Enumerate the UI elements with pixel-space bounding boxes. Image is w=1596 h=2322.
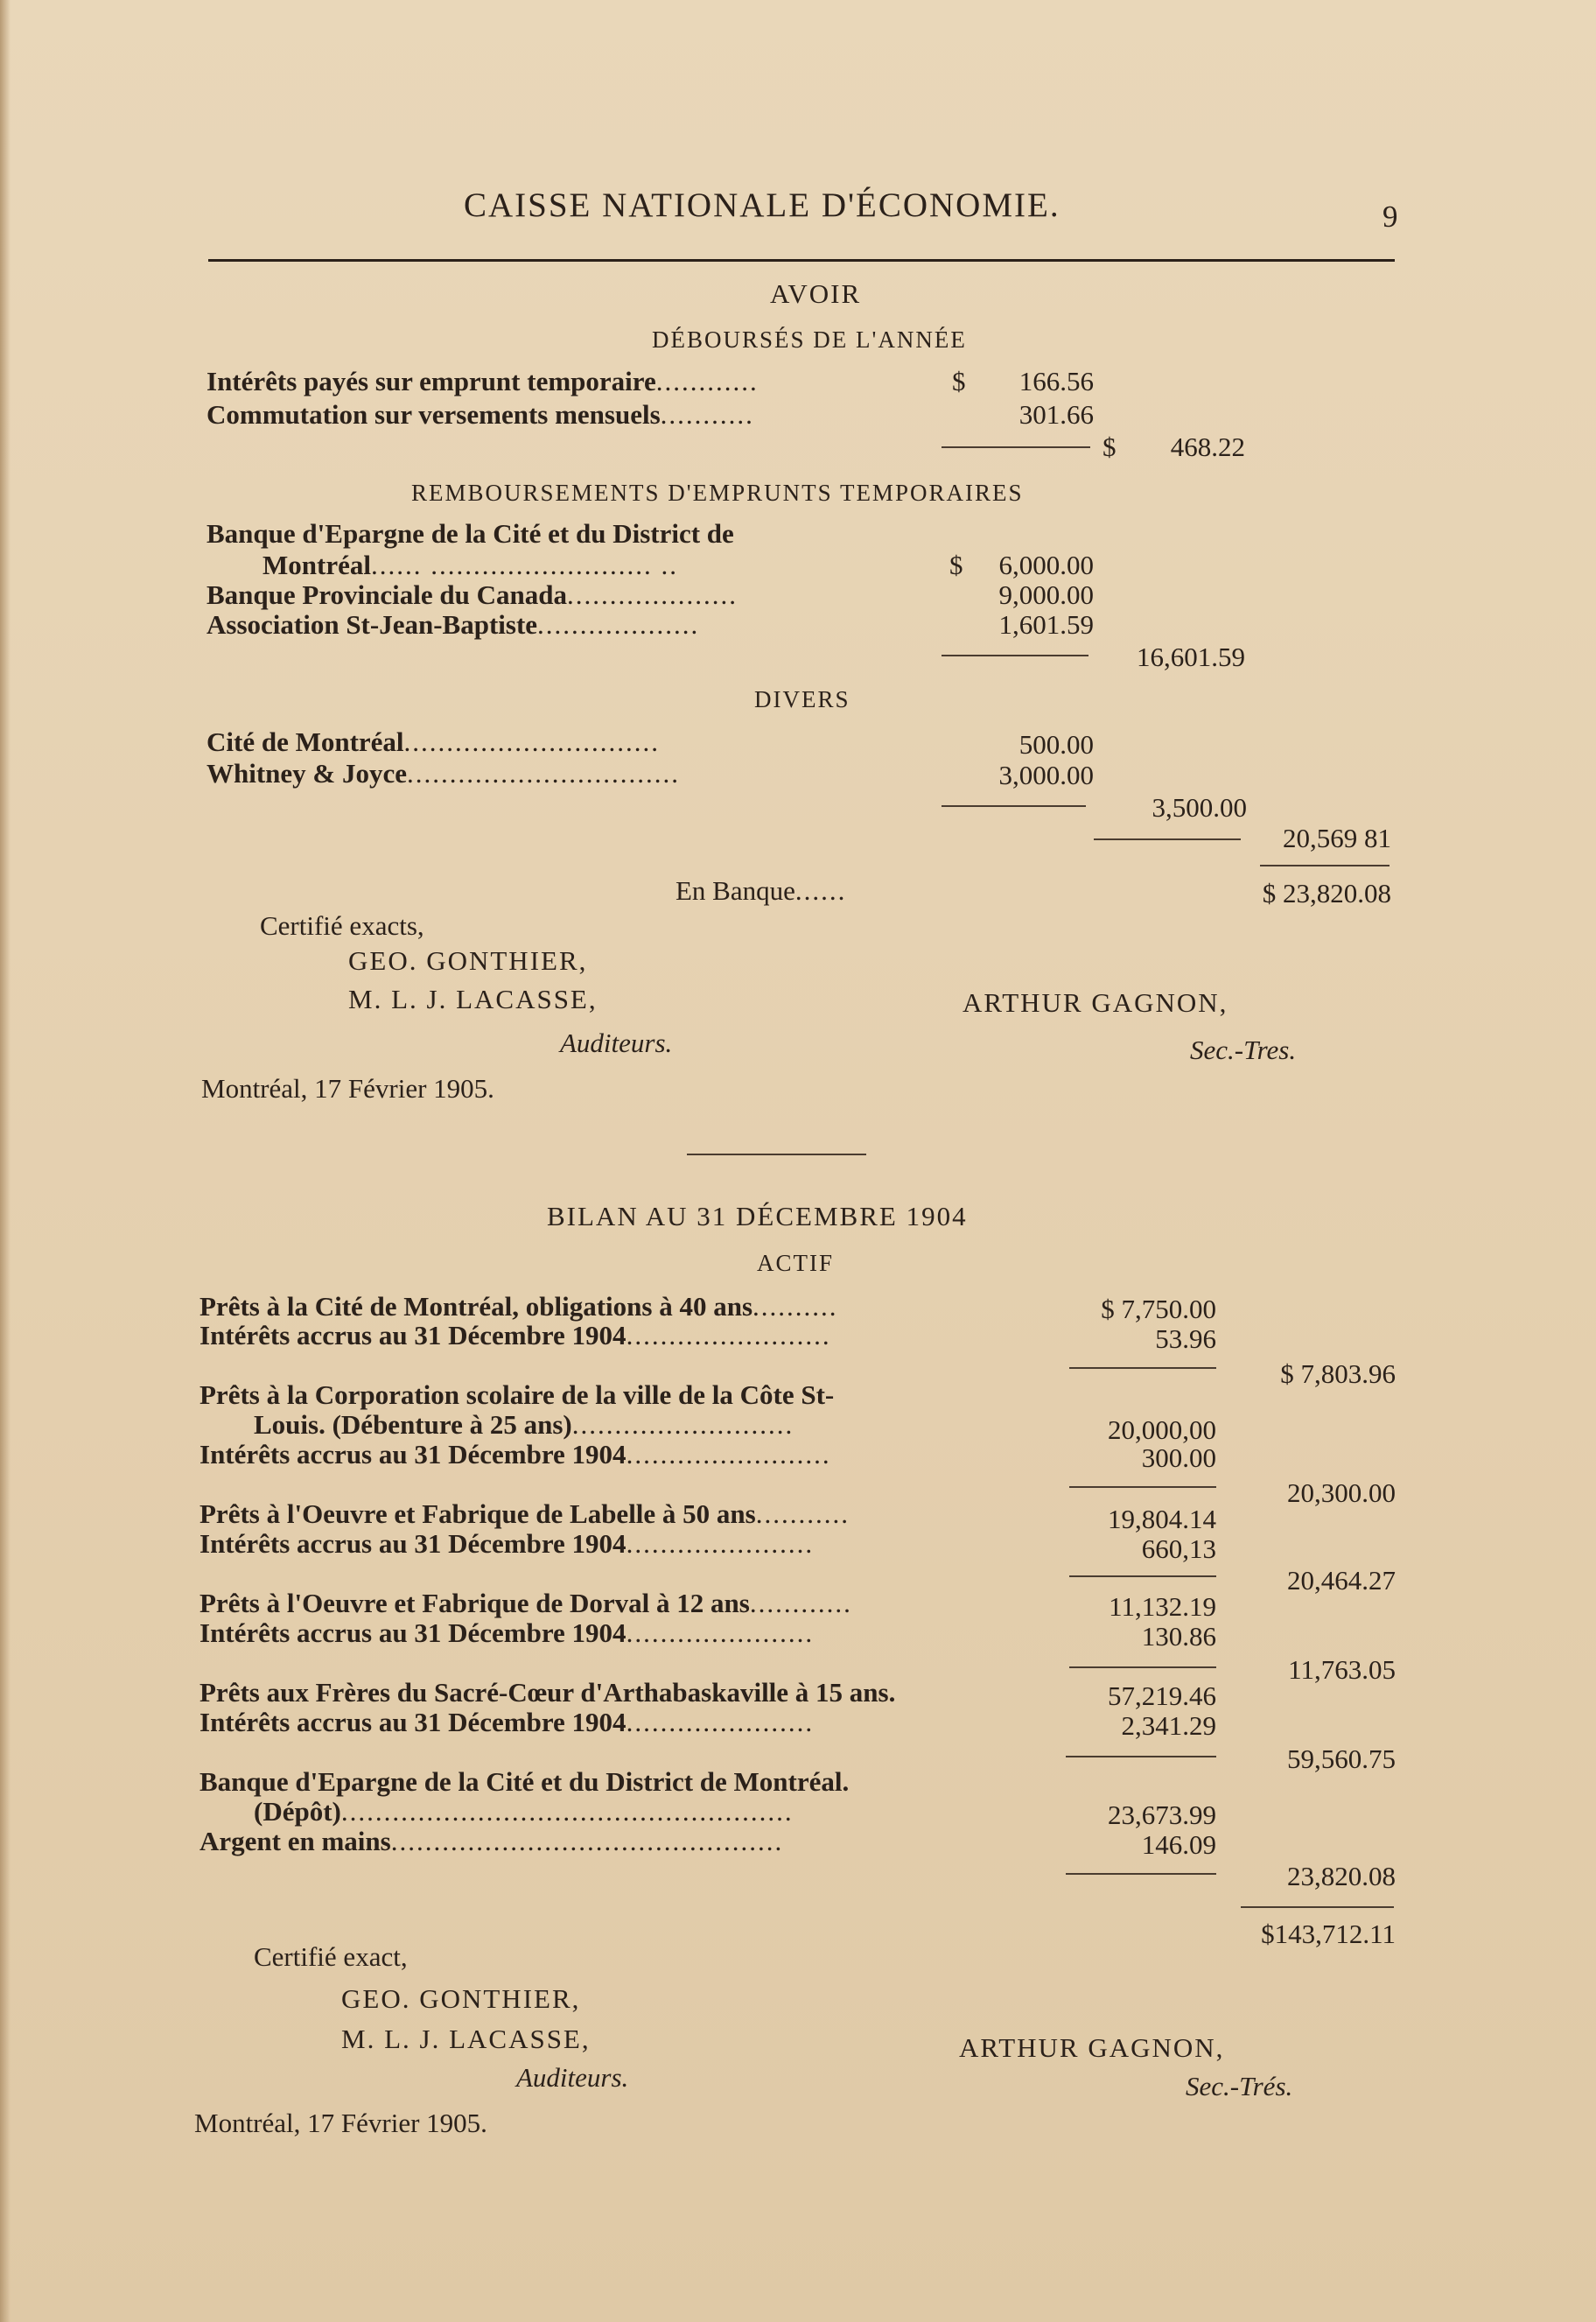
auditor-name: GEO. GONTHIER, bbox=[348, 945, 588, 976]
auditors-title: Auditeurs. bbox=[560, 1028, 673, 1058]
running-header: CAISSE NATIONALE D'ÉCONOMIE. bbox=[464, 186, 1060, 224]
amount: 166.56 bbox=[1018, 366, 1094, 396]
secretary-name: ARTHUR GAGNON, bbox=[959, 2032, 1225, 2063]
amount: 9,000.00 bbox=[998, 579, 1094, 610]
total-rule bbox=[1260, 865, 1390, 866]
amount: $ 7,750.00 bbox=[1101, 1294, 1216, 1324]
table-row: Intérêts accrus au 31 Décembre 1904........................ bbox=[200, 1439, 831, 1470]
group-total: 20,300.00 bbox=[1287, 1477, 1396, 1508]
table-row: Louis. (Débenture à 25 ans).......................... bbox=[254, 1409, 794, 1440]
list-item-line1: Banque d'Epargne de la Cité et du District de bbox=[206, 518, 734, 549]
amount: 300.00 bbox=[1141, 1442, 1216, 1473]
section-divider bbox=[687, 1154, 866, 1155]
page-number: 9 bbox=[1382, 200, 1398, 234]
table-row: Prêts aux Frères du Sacré-Cœur d'Arthabaskaville à 15 ans. bbox=[200, 1677, 896, 1708]
amount: 500.00 bbox=[1018, 729, 1094, 760]
avoir-title: AVOIR bbox=[770, 278, 862, 309]
amount: 146.09 bbox=[1141, 1829, 1216, 1860]
place-date: Montréal, 17 Février 1905. bbox=[194, 2108, 487, 2138]
divers-heading: DIVERS bbox=[754, 686, 850, 712]
list-item: Montréal...... .......................... .. bbox=[262, 550, 678, 580]
auditors-title: Auditeurs. bbox=[516, 2062, 629, 2093]
amount: 53.96 bbox=[1155, 1323, 1216, 1354]
amount: 1,601.59 bbox=[998, 609, 1094, 640]
sum-rule bbox=[942, 655, 1088, 656]
sum-rule bbox=[1069, 1575, 1216, 1577]
currency-sign: $ bbox=[1102, 431, 1116, 462]
header-rule bbox=[208, 259, 1395, 262]
table-row: Argent en mains.............................................. bbox=[200, 1826, 784, 1856]
certified-text: Certifié exacts, bbox=[260, 910, 424, 941]
list-item: Association St-Jean-Baptiste................... bbox=[206, 609, 700, 640]
table-row: (Dépôt)..................................................... bbox=[254, 1796, 794, 1827]
secretary-name: ARTHUR GAGNON, bbox=[962, 987, 1228, 1018]
amount: 19,804.14 bbox=[1108, 1504, 1216, 1534]
list-item: Whitney & Joyce................................ bbox=[206, 758, 681, 789]
remboursements-heading: REMBOURSEMENTS D'EMPRUNTS TEMPORAIRES bbox=[411, 480, 1024, 506]
total-rule bbox=[1241, 1906, 1394, 1908]
amount: 3,000.00 bbox=[998, 760, 1094, 790]
auditor-name: M. L. J. LACASSE, bbox=[341, 2024, 591, 2054]
amount: 11,132.19 bbox=[1109, 1591, 1216, 1622]
auditor-name: GEO. GONTHIER, bbox=[341, 1983, 581, 2014]
sum-rule bbox=[1066, 1756, 1216, 1757]
place-date: Montréal, 17 Février 1905. bbox=[201, 1073, 494, 1104]
subtotal: 3,500.00 bbox=[1152, 792, 1247, 823]
amount: 2,341.29 bbox=[1121, 1710, 1216, 1741]
en-banque-amount: $ 23,820.08 bbox=[1262, 878, 1391, 908]
group-total: $ 7,803.96 bbox=[1280, 1358, 1396, 1389]
amount: 130.86 bbox=[1141, 1621, 1216, 1652]
secretary-title: Sec.-Trés. bbox=[1186, 2071, 1293, 2101]
list-item: Commutation sur versements mensuels........... bbox=[206, 399, 754, 430]
amount: 23,673.99 bbox=[1108, 1799, 1216, 1830]
list-item: Intérêts payés sur emprunt temporaire............ bbox=[206, 366, 759, 396]
deboursés-heading: DÉBOURSÉS DE L'ANNÉE bbox=[652, 326, 967, 353]
certified-text: Certifié exact, bbox=[254, 1941, 408, 1972]
total: 20,569 81 bbox=[1283, 823, 1391, 853]
table-row: Prêts à la Cité de Montréal, obligations à 40 ans.......... bbox=[200, 1291, 838, 1322]
auditor-name: M. L. J. LACASSE, bbox=[348, 984, 598, 1014]
group-total: 23,820.08 bbox=[1287, 1861, 1396, 1891]
amount: 660,13 bbox=[1141, 1533, 1216, 1564]
sum-rule bbox=[942, 446, 1090, 448]
amount: 57,219.46 bbox=[1108, 1680, 1216, 1711]
amount: 20,000,00 bbox=[1108, 1414, 1216, 1445]
sum-rule bbox=[942, 805, 1086, 807]
sum-rule bbox=[1069, 1666, 1216, 1668]
subtotal: 16,601.59 bbox=[1137, 642, 1245, 672]
secretary-title: Sec.-Tres. bbox=[1190, 1035, 1297, 1065]
table-row: Intérêts accrus au 31 Décembre 1904...................... bbox=[200, 1528, 815, 1559]
currency-sign: $ bbox=[952, 366, 966, 396]
table-row: Banque d'Epargne de la Cité et du District de Montréal. bbox=[200, 1766, 850, 1797]
group-total: 59,560.75 bbox=[1287, 1743, 1396, 1774]
currency-sign: $ bbox=[949, 550, 963, 580]
table-row: Intérêts accrus au 31 Décembre 1904...................... bbox=[200, 1617, 815, 1648]
sum-rule bbox=[1066, 1873, 1216, 1875]
grand-total: $143,712.11 bbox=[1261, 1919, 1396, 1949]
bilan-title: BILAN AU 31 DÉCEMBRE 1904 bbox=[547, 1201, 968, 1231]
list-item: Banque Provinciale du Canada.................... bbox=[206, 579, 738, 610]
bilan-subtitle: ACTIF bbox=[757, 1250, 835, 1276]
list-item: Cité de Montréal.............................. bbox=[206, 726, 661, 757]
table-row: Prêts à la Corporation scolaire de la ville de la Côte St- bbox=[200, 1379, 835, 1410]
amount: 301.66 bbox=[1018, 399, 1094, 430]
table-row: Intérêts accrus au 31 Décembre 1904...................... bbox=[200, 1707, 815, 1737]
table-row: Prêts à l'Oeuvre et Fabrique de Labelle à 50 ans........... bbox=[200, 1498, 850, 1529]
amount: 6,000.00 bbox=[998, 550, 1094, 580]
en-banque-label: En Banque...... bbox=[676, 875, 847, 906]
table-row: Prêts à l'Oeuvre et Fabrique de Dorval à 12 ans............ bbox=[200, 1588, 852, 1618]
group-total: 20,464.27 bbox=[1287, 1565, 1396, 1596]
sum-rule bbox=[1094, 838, 1241, 840]
subtotal: 468.22 bbox=[1170, 431, 1245, 462]
sum-rule bbox=[1069, 1486, 1216, 1488]
group-total: 11,763.05 bbox=[1288, 1654, 1396, 1685]
sum-rule bbox=[1069, 1367, 1216, 1369]
table-row: Intérêts accrus au 31 Décembre 1904........................ bbox=[200, 1320, 831, 1350]
